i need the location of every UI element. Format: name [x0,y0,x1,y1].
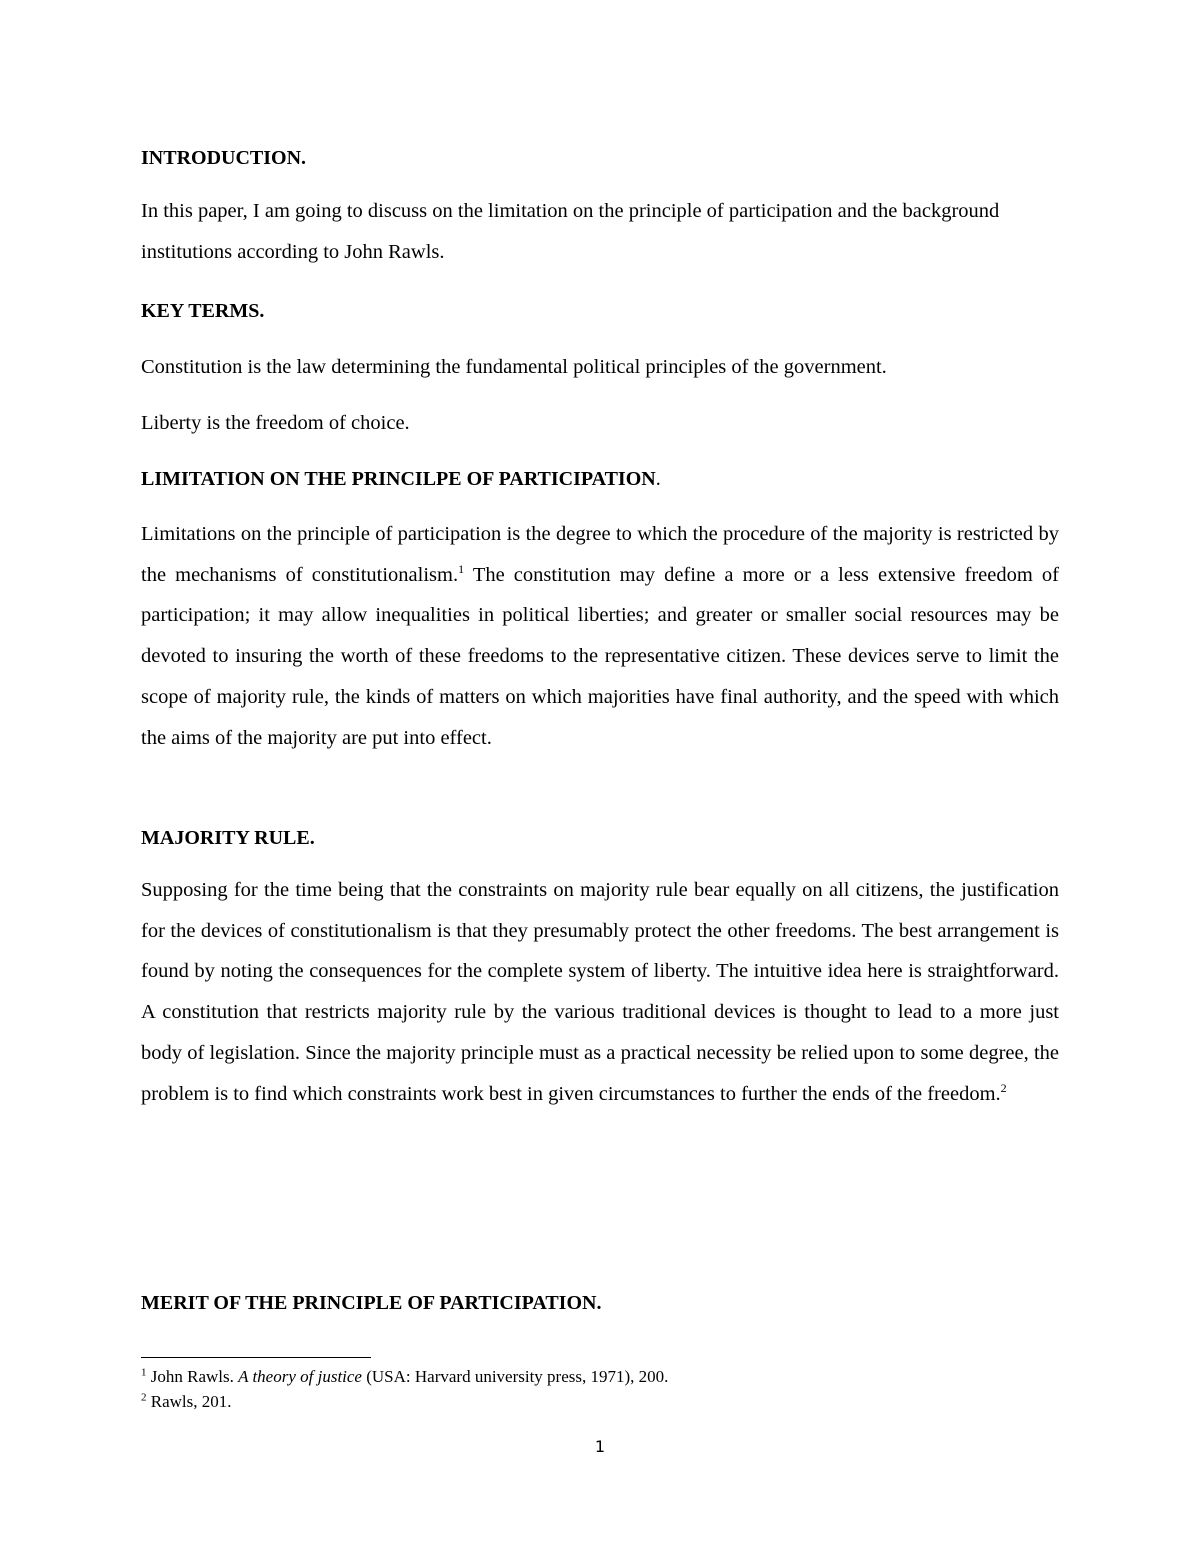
footnote-2-mark: 2 [141,1391,147,1404]
footnote-separator [141,1357,371,1358]
constitution-definition: Constitution is the law determining the fundamental political principles of the government. [141,356,887,378]
limitation-heading [141,467,661,491]
footnote-1-title: A theory of justice [238,1367,362,1386]
footnote-2-text: Rawls, 201. [146,1392,232,1411]
majority-rule-paragraph [141,870,1059,1114]
footnote-1-author: John Rawls. [146,1367,239,1386]
limitation-text-part1: Limitations on the principle of participation is the degree to which the procedure of the majority is restricted by the mechanisms of constitutionalism. [141,523,1059,586]
limitation-heading-period: . [655,468,661,490]
key-terms-heading: KEY TERMS. [141,300,265,322]
majority-rule-text: Supposing for the time being that the constraints on majority rule bear equally on all citizens, the justification for the devices of constitutionalism is that they presumably protect the other freedoms. The best arrangement is found by noting the consequences for the complete system of liberty. The intuitive idea here is straightforward. A constitution that restricts majority rule by the various traditional devices is thought to lead to a more just body of legislation. Since the majority principle must as a practical necessity be relied upon to some degree, the problem is to find which constraints work best in given circumstances to further the ends of the freedom. [141,879,1059,1105]
footnote-1-details: (USA: Harvard university press, 1971), 200. [361,1367,669,1386]
liberty-definition: Liberty is the freedom of choice. [141,412,410,434]
footnote-reference-2[interactable]: 2 [1000,1080,1007,1095]
introduction-paragraph: In this paper, I am going to discuss on the limitation on the principle of participation and the background institutions according to John Rawls. [141,200,1000,263]
page-number: 1 [594,1437,606,1456]
majority-rule-heading: MAJORITY RULE. [141,827,315,849]
footnote-1-mark: 1 [141,1366,147,1379]
footnote-1 [141,1367,668,1387]
merit-heading: MERIT OF THE PRINCIPLE OF PARTICIPATION. [141,1292,602,1314]
footnote-2 [141,1392,232,1412]
limitation-paragraph [141,514,1059,758]
limitation-heading-text: LIMITATION ON THE PRINCILPE OF PARTICIPATION [141,468,656,490]
footnote-reference-1[interactable]: 1 [458,561,465,576]
limitation-text-part2: The constitution may define a more or a less extensive freedom of participation; it may allow inequalities in political liberties; and greater or smaller social resources may be devoted to insuring the worth of these freedoms to the representative citizen. These devices serve to limit the scope of majority rule, the kinds of matters on which majorities have final authority, and the speed with which the aims of the majority are put into effect. [141,563,1059,749]
introduction-heading: INTRODUCTION. [141,147,307,169]
